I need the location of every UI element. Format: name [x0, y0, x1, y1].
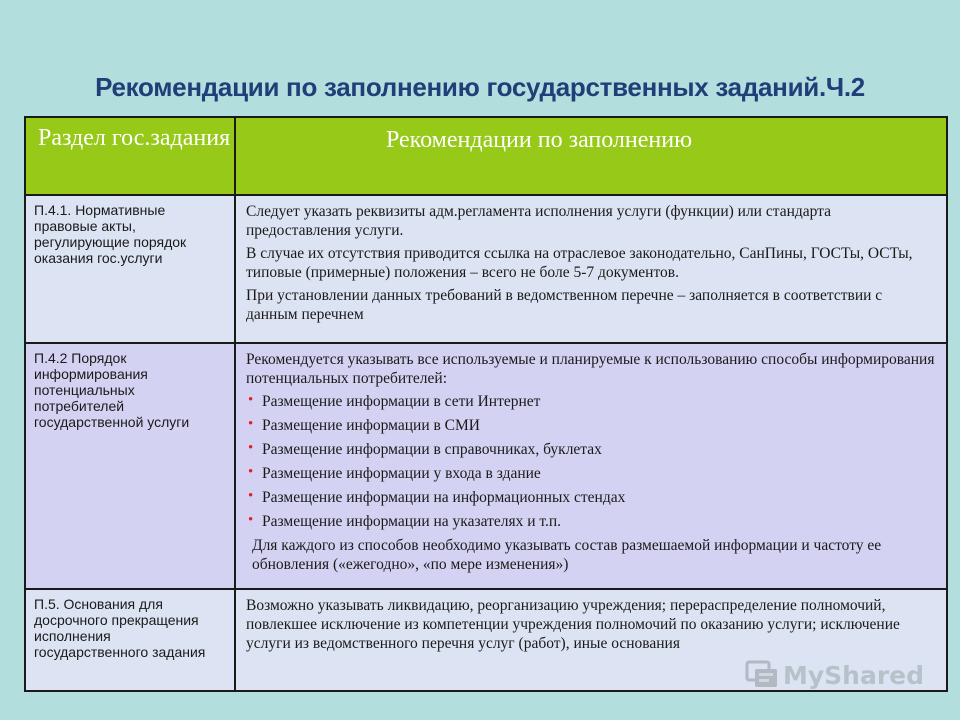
row-recommendation: [235, 195, 947, 343]
presentation-icon: [745, 660, 779, 690]
list-item: • Размещение информации на информационных стендах: [248, 488, 626, 506]
paragraph: Следует указать реквизиты адм.регламента исполнения услуги (функции) или стандарта предоставления услуги.: [246, 203, 832, 239]
bullet-icon: •: [248, 416, 254, 432]
bullet-icon: •: [248, 512, 254, 528]
recommendations-table: [24, 116, 948, 692]
list-item: • Размещение информации на указателях и т.п.: [248, 512, 562, 530]
header-recommendations: Рекомендации по заполнению: [235, 117, 947, 195]
table-header-row: [25, 117, 947, 195]
watermark-text: MyShared: [782, 660, 924, 690]
row-section: П.4.2 Порядок информирования потенциальных потребителей государственной услуги: [25, 343, 235, 589]
table-row: [25, 195, 947, 343]
paragraph: Возможно указывать ликвидацию, реорганизацию учреждения; перераспределение полномочий, повлекшее исключение из компетенции учреждения полномочий по оказанию услуги; исключение услуги из ведомственного перечня услуг (работ), иные основания: [246, 597, 900, 652]
paragraph: Рекомендуется указывать все используемые и планируемые к использованию способы информирования потенциальных потребителей:: [246, 351, 935, 387]
bullet-icon: •: [248, 464, 254, 480]
list-item: • Размещение информации у входа в здание: [248, 464, 541, 482]
watermark: [745, 660, 924, 690]
list-item: • Размещение информации в справочниках, буклетах: [248, 440, 602, 458]
row-section: П.5. Основания для досрочного прекращения исполнения государственного задания: [25, 589, 235, 691]
bullet-icon: •: [248, 392, 254, 408]
bullet-icon: •: [248, 488, 254, 504]
bullet-icon: •: [248, 440, 254, 456]
table-row: [25, 343, 947, 589]
bullet-list: [246, 392, 936, 531]
row-section: П.4.1. Нормативные правовые акты, регулирующие порядок оказания гос.услуги: [25, 195, 235, 343]
list-item: • Размещение информации в сети Интернет: [248, 392, 541, 410]
paragraph: При установлении данных требований в ведомственном перечне – заполняется в соответствии с данным перечнем: [246, 287, 883, 323]
paragraph: В случае их отсутствия приводится ссылка на отраслевое законодательно, СанПины, ГОСТы, ОСТы, типовые (примерные) положения – всего не боле 5-7 документов.: [246, 245, 913, 281]
page-title: Рекомендации по заполнению государственных заданий.Ч.2: [95, 72, 865, 102]
list-item: • Размещение информации в СМИ: [248, 416, 480, 434]
row-recommendation: [235, 343, 947, 589]
note: Для каждого из способов необходимо указывать состав размешаемой информации и частоту ее обновления («ежегодно», «по мере изменения»): [252, 537, 882, 573]
header-section: Раздел гос.задания: [25, 117, 235, 195]
